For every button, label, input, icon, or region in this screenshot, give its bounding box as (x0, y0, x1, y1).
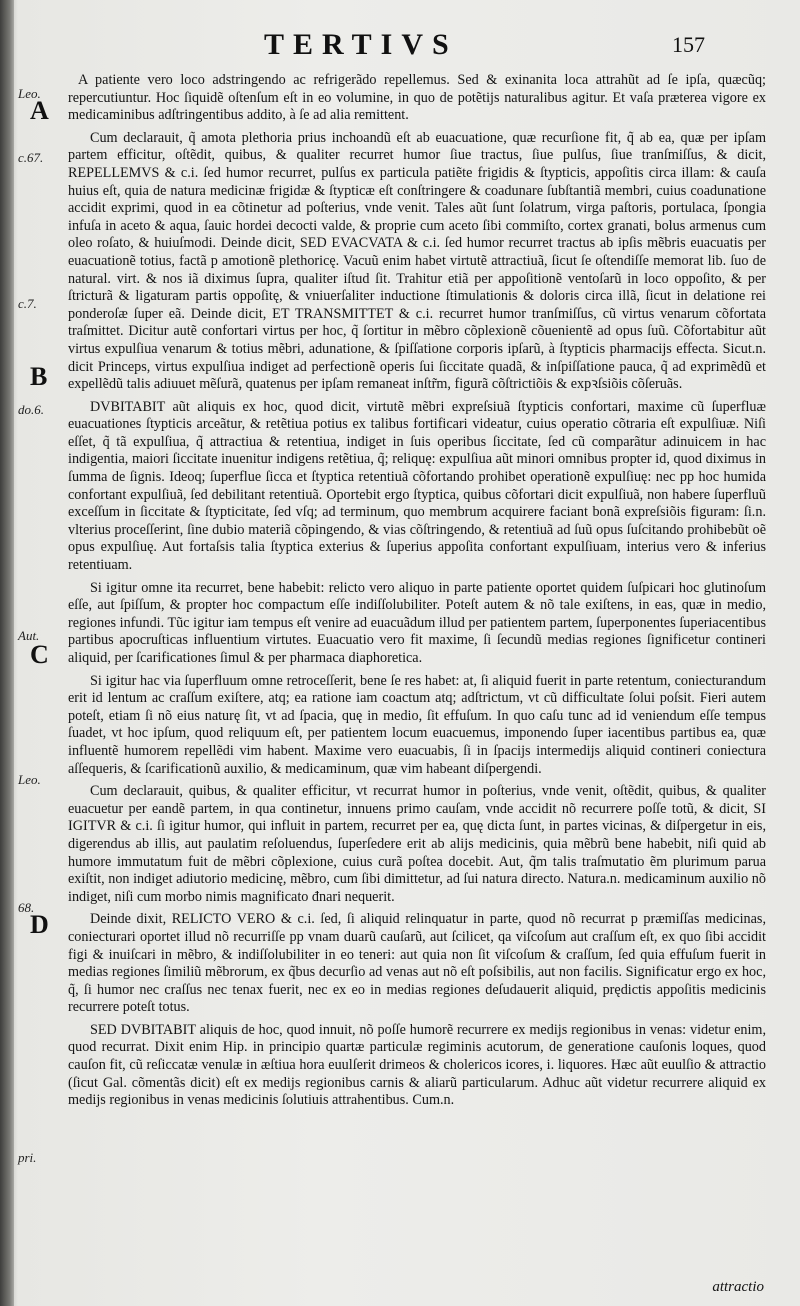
margin-note: do.6. (18, 402, 44, 417)
page-header (0, 28, 800, 68)
section-letter: C (30, 640, 49, 669)
paragraph-dubitabit: DVBITABIT aũt aliquis ex hoc, quod dicit, virtutẽ mẽbri expreſsiuã ſtypticis confortari, maxime cũ ſuperfluæ euacuationes ſtypticis arceãtur, & retẽtiua potius ex talibus fortificari videatur, cuius operatio cõtraria eſt expulſiuæ. Niſi eſſet, q̃ tã expulſiua, q̃ attractiua & retentiua, indiget in ſuis operibus ſiccitate, ſed cũ comparãtur adinuicem in hac indigentia, maiori ſiccitate inuenitur indigens retẽtiua, q̃; reliquę: expulſiua aũt minori omnibus propter id, quod diximus in ſumma de ſignis. Ideoq; ſuperflue ſicca et ſtyptica retentiuã cõfortando prohibet operationẽ expulſiuę: nec pp hoc humida confortant expulſiuã, ſed debilitant retentiuã. Oportebit ergo ſtyptica, quibus cõfortari dicit expulſiuã, non habere ſuperfluũ exceſſum in ſiccitate & ſtypticitate, ſed vſq; ad terminum, quo membrum acquirere faciant bonã expreſsiõis figuram: ſi.n. vlterius proceſſerint, ſine dubio materiã cõpingendo, & vias cõſtringendo, & retentiuã ad ſuũ opus ſuſcitando prohibebũt oẽ opus expulſiuę. Aut fortaſsis talia ſtyptica exterius & ſuperius appoſita confortant expulſiuam, interius vero & inferius retentiuam. (68, 398, 766, 574)
paragraph-commentary-2: Cum declarauit, quibus, & qualiter efficitur, vt recurrat humor in poſterius, vnde venit, oſtẽdit, quibus, & qualiter euacuetur per eandẽ partem, in qua continetur, innuens primo cauſam, vnde accidit nõ recurrere poſſe totũ, & dicit, SI IGITVR & c.i. ſi igitur humor, qui influit in partem, recurret per ea, quę dicta ſunt, in partes vicinas, & diſpergetur in eis, digerendus ab illis, aut paulatim reſoluendus, ſuperſedere erit ab alijs medicinis, quia mẽbrũ bene habebit, niſi quid ab humore immutatum fuit de mẽbri cõplexione, cuius curã poſtea docebit. Aut, q̃m talis traſmutatio ẽm plurimum parua exiſtit, non indiget adiutorio medicinę, mẽbro, cum ſibi dimittetur, ad ſui natura directo. Natura.n. medicaminum auxilio nõ indiget, niſi cum morbo nimis magnificato đnari nequerit. (68, 783, 766, 905)
margin-note: Aut. (18, 628, 40, 643)
margin-note: Leo. (18, 772, 41, 787)
paragraph-commentary: Cum declarauit, q̃ amota plethoria prius inchoandũ eſt ab euacuatione, quæ recurſione fit, q̃ ab ea, quæ per ipſam partem efficitur, oſtẽdit, quibus, & qualiter recurret humor ſiue tractus, ſiue pulſus, ſiue tranſmiſſus, & dicit, REPELLEMVS & c.i. ſed humor recurret, pulſus ex particula patiẽte frigidis & ſtypticis, appoſitis circa illam: & cauſa huius eſt, quia de natura medicinæ frigidæ & ſtypticæ eſt conſtringere & coadunare ſubſtantiã membri, cuius coadunatione accidit exprimi, quod in ea cõtinetur ad poſterius, vnde venit. Tales aũt ſunt ſolatrum, virga paſtoris, portulaca, ſpongia infuſa in aceto & aqua, ſauic hordei decocti valde, & proprie cum aceto ſibi commiſto, cortex granati, bolus armenus cum oleo roſato, & huiuſmodi. Deinde dicit, SED EVACVATA & c.i. ſed humor recurret tractus ab ipſis mẽbris euacuatis per euacuationẽ totius, factã p amotionẽ plethoricę. Vacuũ enim habet virtutẽ attractiuã, ſicut ſe oſtendiſſe memorat lib. ſuo de natural. virt. & nos iã diximus ſupra, qualiter iſtud ſit. Trahitur etiã per appoſitionẽ ventoſarũ in loco oppoſito, & per ſtricturã & ligaturam partis oppoſitę, & vniuerſaliter inductione ſtimulationis & doloris circa illã, ſicut in delatione rei ponderoſæ ſuper eã. Deinde dicit, ET TRANSMITTET & c.i. recurret humor tranſmiſſus, cũ virtus venarum cõfortata traſmittet. Dicitur autẽ confortari virtus per hoc, q̃ ſortitur in mẽbro cõplexionẽ cõuenientẽ ad opus ſuũ. Cõfortabitur aũt virtus expulſiua venarum & totius mẽbri, adunatione, & ſpiſſatione corporis ipſarũ, à ſtypticis pharmacijs effecta. Sicut.n. dicit Princeps, virtus expulſiua indiget ad perfectionẽ operis ſui ſiccitate quadã, & inſpiſſatione pauca, q̃ ad exprimẽdũ et expellẽdũ talis adiuuet mẽſurã, quatenus per ipſam remaneat inſtr̃m, figurã cõſtrictiõis & expꝛſsiõis cõſeruãs. (68, 129, 766, 393)
paragraph-aut-text: Si igitur omne ita recurret, bene habebit: relicto vero aliquo in parte patiente oportet quidem ſuſpicari hoc glutinoſum eſſe, aut ſpiſſum, & propter hoc compactum eſſe indiſſolubiliter. Poteſt autem & nõ tale exiſtens, in eas, quæ in medio, regiones infundi. Tũc igitur iam tempus eſt venire ad euacuãdum illud per patientem partem, ſuperponentes ſuperiacentibus partibus apocruſticas influentium virtutes. Euacuatio vero fit maxime, ſi ſecundũ medias regiones ſignificetur contineri aliquid, per ſcarificationes ſimul & per pharmaca diaphoretica. (68, 579, 766, 666)
body-text (68, 72, 766, 1294)
running-head: TERTIVS (264, 28, 458, 61)
margin-note: c.67. (18, 150, 44, 165)
catchword: attractio (712, 1279, 764, 1295)
paragraph-sed-dubitabit: SED DVBITABIT aliquis de hoc, quod innuit, nõ poſſe humorẽ recurrere ex medijs regionibus in venas: videtur enim, quod recurrat. Dixit enim Hip. in principio quartæ particulæ regiminis acutorum, de generatione cauſonis loques, quod cauſon fit, cũ reſiccatæ venulæ in æſtiua hora euulſerit drimeos & cholericos icores, i. liquores. Hæc aũt euulſio & attractio (ſicut Gal. cõmentãs dicit) eſt ex medijs regionibus carnis & aliarũ particularum. Adhuc aũt videtur recurrere aliquid ex medijs regionibus in venas medicinis ſolutiuis attrahentibus. Cum.n. (68, 1021, 766, 1109)
section-letter: A (30, 96, 49, 125)
page-number: 157 (672, 32, 705, 57)
section-letter: B (30, 362, 48, 391)
paragraph-relicto-vero: Deinde dixit, RELICTO VERO & c.i. ſed, ſi aliquid relinquatur in parte, quod nõ recurrat p præmiſſas medicinas, coniecturari oportet illud nõ recurriſſe pp vnam duarũ cauſarũ, aut ſcilicet, qa viſcoſum aut craſſum eſt, ex quo ſibi accidit figi & inuiſcari in mẽbro, & indiſſolubiliter in eo teneri: aut quia non ſit viſcoſum & craſſum, ſed quia effuſum fuerit in medias regiones ſimiliũ mẽbrorum, ex q̃bus decurſio ad venas aut nõ eſt poſsibilis, aut non facilis. Significatur ergo ex hoc, q̃, ſi humor nec craſſus nec tenax fuerit, nec ex eo in medias regiones deſudauerit aliquid, prędictis appoſitis medicinis recurrere poteſt totus. (68, 911, 766, 1016)
left-margin-notes (0, 0, 64, 1306)
margin-note: pri. (18, 1150, 37, 1165)
paragraph-leo-text: A patiente vero loco adstringendo ac refrigerãdo repellemus. Sed & exinanita loca attrahũt ad ſe ipſa, quæcũq; repercutiuntur. Hoc ſiquidẽ oſtenſum eſt in eo volumine, in quo de potẽtijs naturalibus agitur. Et vaſa præterea vigore ex medicaminibus adſtringentibus addito, à ſe ad alia remittent. (68, 72, 766, 124)
paragraph-leo-text-2: Si igitur hac via ſuperfluum omne retroceſſerit, bene ſe res habet: at, ſi aliquid fuerit in parte retentum, coniecturandum erit id lentum ac craſſum exiſtere, atq; ea ratione iam coactum atq; adſtrictum, vt cũ difficultate ſolui poſsit. Fieri autem poteſt, etiam ſi nõ eius naturę ſit, vt ad ſpacia, quę in medio, ſit effuſum. In quo caſu tunc ad id veniendum eſſe tempus ſuadet, vt hoc ipſum, quod reliquum eſt, per patientem locum euacuemus, imponendo ſuper iacentibus partibus ea, quæ influentẽ humorem repellẽdi vim habent. Maxime vero euacuabis, ſi in ſpacijs intermedijs aliquid contineri coniectura aſſequeris, & ſcarificationũ auxilio, & medicaminum, quæ vim habeant diſpergendi. (68, 672, 766, 777)
margin-note: c.7. (18, 296, 37, 311)
section-letter: D (30, 910, 49, 939)
margin-note: 68. (18, 900, 35, 915)
margin-note: Leo. (18, 86, 41, 101)
